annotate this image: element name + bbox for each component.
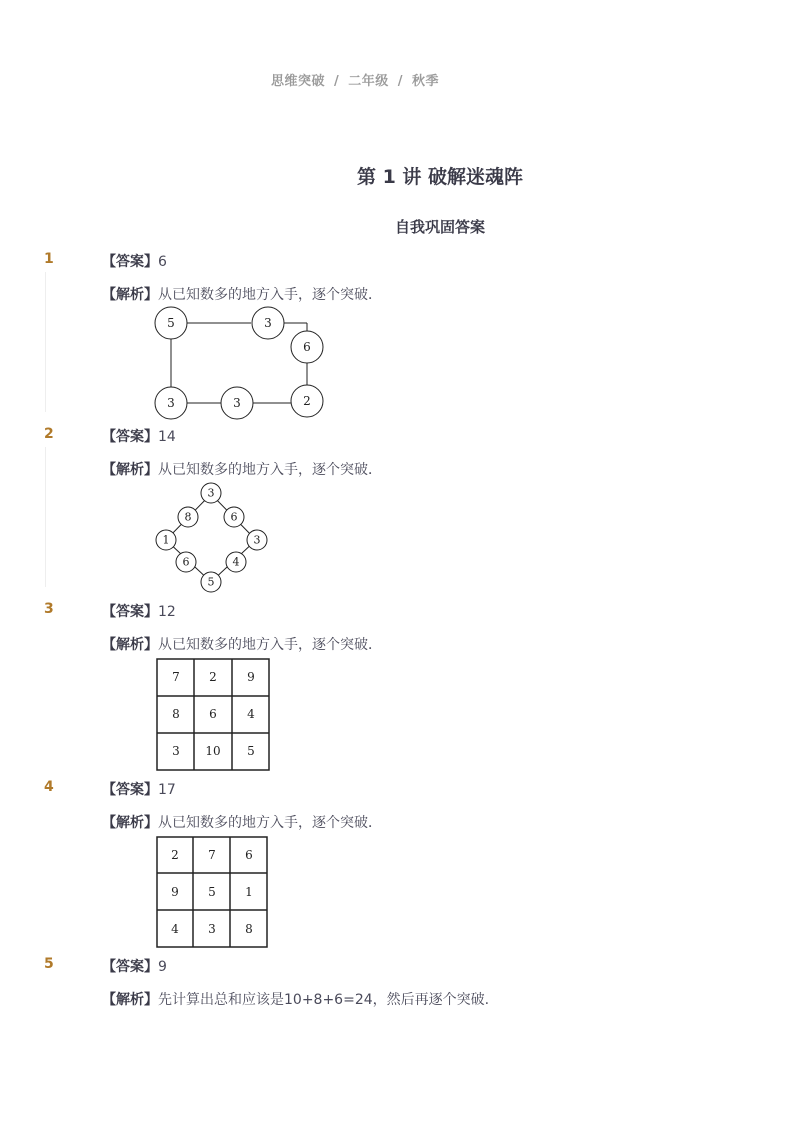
grid-cell: 3 — [172, 744, 180, 758]
analysis-text: 从已知数多的地方入手，逐个突破． — [158, 287, 382, 303]
circle-value: 4 — [232, 555, 240, 569]
analysis-tag: 【解析】 — [102, 992, 158, 1008]
grid-cell: 6 — [245, 848, 253, 862]
analysis-text: 先计算出总和应该是10+8+6=24，然后再逐个突破. — [158, 992, 490, 1008]
grid-cell: 5 — [208, 885, 216, 899]
header-grade: 二年级 — [348, 74, 389, 89]
grid-cell: 5 — [247, 744, 255, 758]
analysis-tag: 【解析】 — [102, 815, 158, 831]
answer-tag: 【答案】 — [102, 604, 158, 620]
grid-cell: 9 — [171, 885, 179, 899]
header-series: 思维突破 — [270, 74, 325, 89]
analysis-text: 从已知数多的地方入手，逐个突破． — [158, 462, 382, 478]
grid-cell: 8 — [245, 922, 253, 936]
circle-rectangle-figure — [150, 305, 330, 421]
lecture-title: 第 1 讲 破解迷魂阵 — [356, 166, 524, 188]
grid-cell: 2 — [209, 670, 217, 684]
page-header — [0, 70, 710, 89]
answer-value: 9 — [158, 959, 167, 975]
grid-cell: 4 — [247, 707, 255, 721]
grid-cell: 9 — [247, 670, 255, 684]
circle-value: 8 — [184, 510, 192, 524]
analysis-tag: 【解析】 — [102, 287, 158, 303]
header-term: 秋季 — [412, 74, 440, 89]
circle-value: 2 — [303, 394, 311, 408]
answer-line — [102, 251, 167, 271]
analysis-tag: 【解析】 — [102, 462, 158, 478]
grid-cell: 2 — [171, 848, 179, 862]
circle-value: 3 — [264, 316, 272, 330]
answer-line — [102, 779, 176, 799]
circle-value: 6 — [182, 555, 190, 569]
answer-line — [102, 601, 176, 621]
grid-cell: 7 — [172, 670, 180, 684]
margin-rule — [45, 272, 46, 412]
grid-cell: 4 — [171, 922, 179, 936]
grid-cell: 3 — [208, 922, 216, 936]
answer-line — [102, 426, 176, 446]
circle-value: 3 — [207, 486, 215, 500]
problem-number: 2 — [44, 426, 54, 442]
number-grid — [156, 658, 272, 772]
analysis-line — [102, 284, 382, 304]
answer-value: 17 — [158, 782, 176, 798]
answer-value: 6 — [158, 254, 167, 270]
grid-cell: 8 — [172, 707, 180, 721]
circle-diamond-figure — [150, 480, 274, 596]
circle-value: 6 — [303, 340, 311, 354]
answer-tag: 【答案】 — [102, 254, 158, 270]
problem-number: 4 — [44, 779, 54, 795]
answer-line — [102, 956, 167, 976]
answer-value: 12 — [158, 604, 176, 620]
circle-value: 1 — [162, 533, 170, 547]
answer-tag: 【答案】 — [102, 429, 158, 445]
grid-cell: 7 — [208, 848, 216, 862]
grid-cell: 6 — [209, 707, 217, 721]
analysis-tag: 【解析】 — [102, 637, 158, 653]
number-grid — [156, 836, 270, 950]
circle-value: 5 — [207, 575, 215, 589]
section-title: 自我巩固答案 — [394, 218, 485, 236]
circle-value: 3 — [253, 533, 261, 547]
analysis-line — [102, 634, 382, 654]
problem-number: 1 — [44, 251, 54, 267]
header-separator: / — [397, 74, 403, 89]
margin-rule — [45, 447, 46, 587]
problem-number: 5 — [44, 956, 54, 972]
answer-tag: 【答案】 — [102, 959, 158, 975]
circle-value: 5 — [167, 316, 175, 330]
grid-cell: 1 — [245, 885, 253, 899]
problem-number: 3 — [44, 601, 54, 617]
analysis-text: 从已知数多的地方入手，逐个突破． — [158, 815, 382, 831]
analysis-line — [102, 459, 382, 479]
answer-value: 14 — [158, 429, 176, 445]
header-separator: / — [333, 74, 340, 89]
grid-cell: 10 — [205, 744, 221, 758]
analysis-line — [102, 989, 489, 1009]
circle-value: 3 — [167, 396, 175, 410]
answer-tag: 【答案】 — [102, 782, 158, 798]
circle-value: 6 — [230, 510, 238, 524]
analysis-text: 从已知数多的地方入手，逐个突破． — [158, 637, 382, 653]
circle-value: 3 — [233, 396, 241, 410]
analysis-line — [102, 812, 382, 832]
